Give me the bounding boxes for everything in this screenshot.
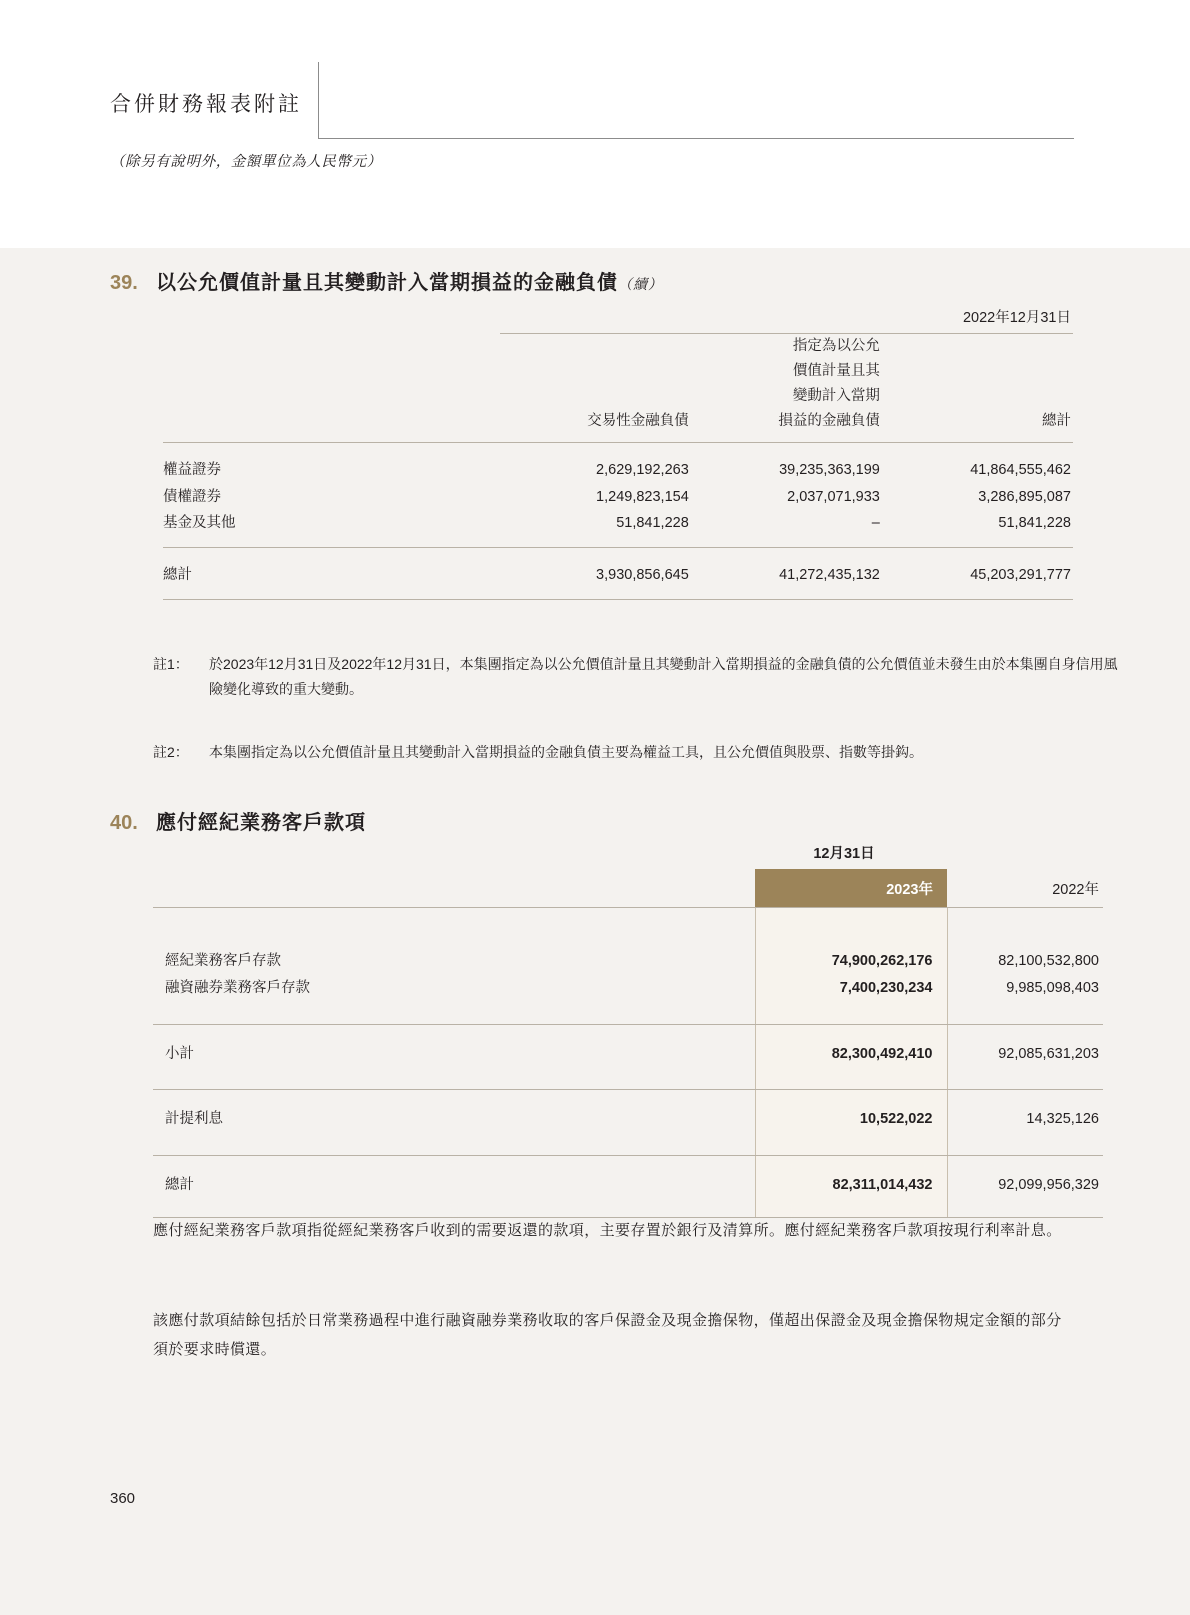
table-rule-row [163,537,1073,548]
cell-total: 51,841,228 [998,515,1071,532]
table-row [153,1156,1103,1173]
note-2-label: 註2： [153,744,189,760]
col-header-designated: 指定為以公允 價值計量且其 變動計入當期 損益的金融負債 [778,338,880,429]
table-row [163,457,1073,484]
section-40-number: 40. [110,812,138,834]
cell-2023: 7,400,230,234 [755,975,947,1002]
row-label: 融資融券業務客戶存款 [165,979,310,996]
table-row [153,908,1103,948]
table-row [153,1090,1103,1107]
cell-total-designated: 41,272,435,132 [779,567,880,584]
header-vertical-rule [318,62,319,138]
table-column-headers [163,334,1073,442]
table-brokerage-payables-wrapper [153,842,1099,1218]
section-40-paragraph-2: 該應付款項結餘包括於日常業務過程中進行融資融券業務收取的客戶保證金及現金擔保物，僅超出保證金及現金擔保物規定金額的部分須於要求時償還。 [153,1312,1062,1359]
table-row [153,1133,1103,1156]
cell-subtotal-2022: 92,085,631,203 [998,1045,1099,1062]
row-label: 債權證券 [163,488,221,505]
cell-trading: 51,841,228 [616,515,689,532]
section-40-paragraph-1: 應付經紀業務客戶款項指從經紀業務客戶收到的需要返還的款項，主要存置於銀行及清算所。應付經紀業務客戶款項按現行利率計息。 [153,1222,1062,1239]
header-title: 合併財務報表附註 [110,92,302,116]
cell-trading: 1,249,823,154 [596,488,689,505]
cell-designated: 2,037,071,933 [787,488,880,505]
year-header-2022: 2022年12月31日 [500,306,1073,334]
cell-designated: – [871,515,880,532]
table-total-row [153,1172,1103,1199]
cell-total: 41,864,555,462 [970,461,1071,478]
row-label: 經紀業務客戶存款 [165,953,281,969]
cell-interest-2022: 14,325,126 [1026,1111,1099,1128]
section-39-title: 以公允價值計量且其變動計入當期損益的金融負債（續） [156,272,663,294]
table-brokerage-payables [153,842,1103,1218]
note-1-text: 於2023年12月31日及2022年12月31日，本集團指定為以公允價值計量且其變動計入當期損益的金融負債的公允價值並未發生由於本集團自身信用風險變化導致的重大變動。 [209,656,1118,697]
row-label-interest: 計提利息 [165,1111,223,1128]
col-header-trading: 交易性金融負債 [587,412,689,429]
table-total-row [163,562,1073,589]
row-label: 權益證券 [163,461,221,478]
cell-total-2023: 82,311,014,432 [755,1172,947,1199]
col-header-2023: 2023年 [755,869,947,907]
page-number: 360 [110,1490,136,1507]
table-row [153,1067,1103,1090]
header-subtitle: （除另有說明外，金額單位為人民幣元） [110,154,382,170]
cell-2022: 82,100,532,800 [998,953,1099,969]
cell-subtotal-2023: 82,300,492,410 [755,1041,947,1068]
section-39-number: 39. [110,272,138,294]
row-label-total: 總計 [165,1177,194,1194]
row-label: 基金及其他 [163,515,236,532]
table-row [153,1002,1103,1025]
table-spacer [163,548,1073,562]
date-header-1231: 12月31日 [813,846,875,862]
note-2-text: 本集團指定為以公允價值計量且其變動計入當期損益的金融負債主要為權益工具，且公允價值與股票、指數等掛鈎。 [209,744,923,760]
table-column-headers [153,869,1103,907]
note-2 [153,740,1129,765]
note-1 [153,652,1129,701]
col-header-2022: 2022年 [1052,881,1099,898]
table-row [153,948,1103,975]
cell-interest-2023: 10,522,022 [755,1106,947,1133]
cell-2022: 9,985,098,403 [1006,979,1099,996]
header-horizontal-rule [318,138,1074,139]
table-row [153,975,1103,1002]
col-header-total: 總計 [1042,412,1071,429]
table-financial-liabilities-fvtpl [163,306,1073,600]
cell-trading: 2,629,192,263 [596,461,689,478]
row-label-total: 總計 [163,567,192,584]
cell-2023: 74,900,262,176 [755,948,947,975]
section-39-continued: （續） [618,276,663,292]
table-row [163,306,1073,334]
cell-total-total: 45,203,291,777 [970,567,1071,584]
table-row [163,510,1073,537]
table-row [153,842,1103,869]
table-bottom-rule [163,599,1073,600]
note-1-label: 註1： [153,656,189,672]
table-row [163,484,1073,511]
cell-total-trading: 3,930,856,645 [596,567,689,584]
cell-designated: 39,235,363,199 [779,461,880,478]
table-interest-row [153,1106,1103,1133]
section-40-heading [110,806,366,835]
section-40-title: 應付經紀業務客戶款項 [156,812,366,834]
table-spacer [163,443,1073,457]
table-row [153,1199,1103,1218]
table-row [153,1024,1103,1041]
table-rule-row [163,589,1073,600]
table-subtotal-row [153,1041,1103,1068]
cell-total-2022: 92,099,956,329 [998,1177,1099,1194]
section-39-heading [110,266,663,295]
page-header [0,0,1190,248]
row-label-subtotal: 小計 [165,1045,194,1062]
cell-total: 3,286,895,087 [978,488,1071,505]
